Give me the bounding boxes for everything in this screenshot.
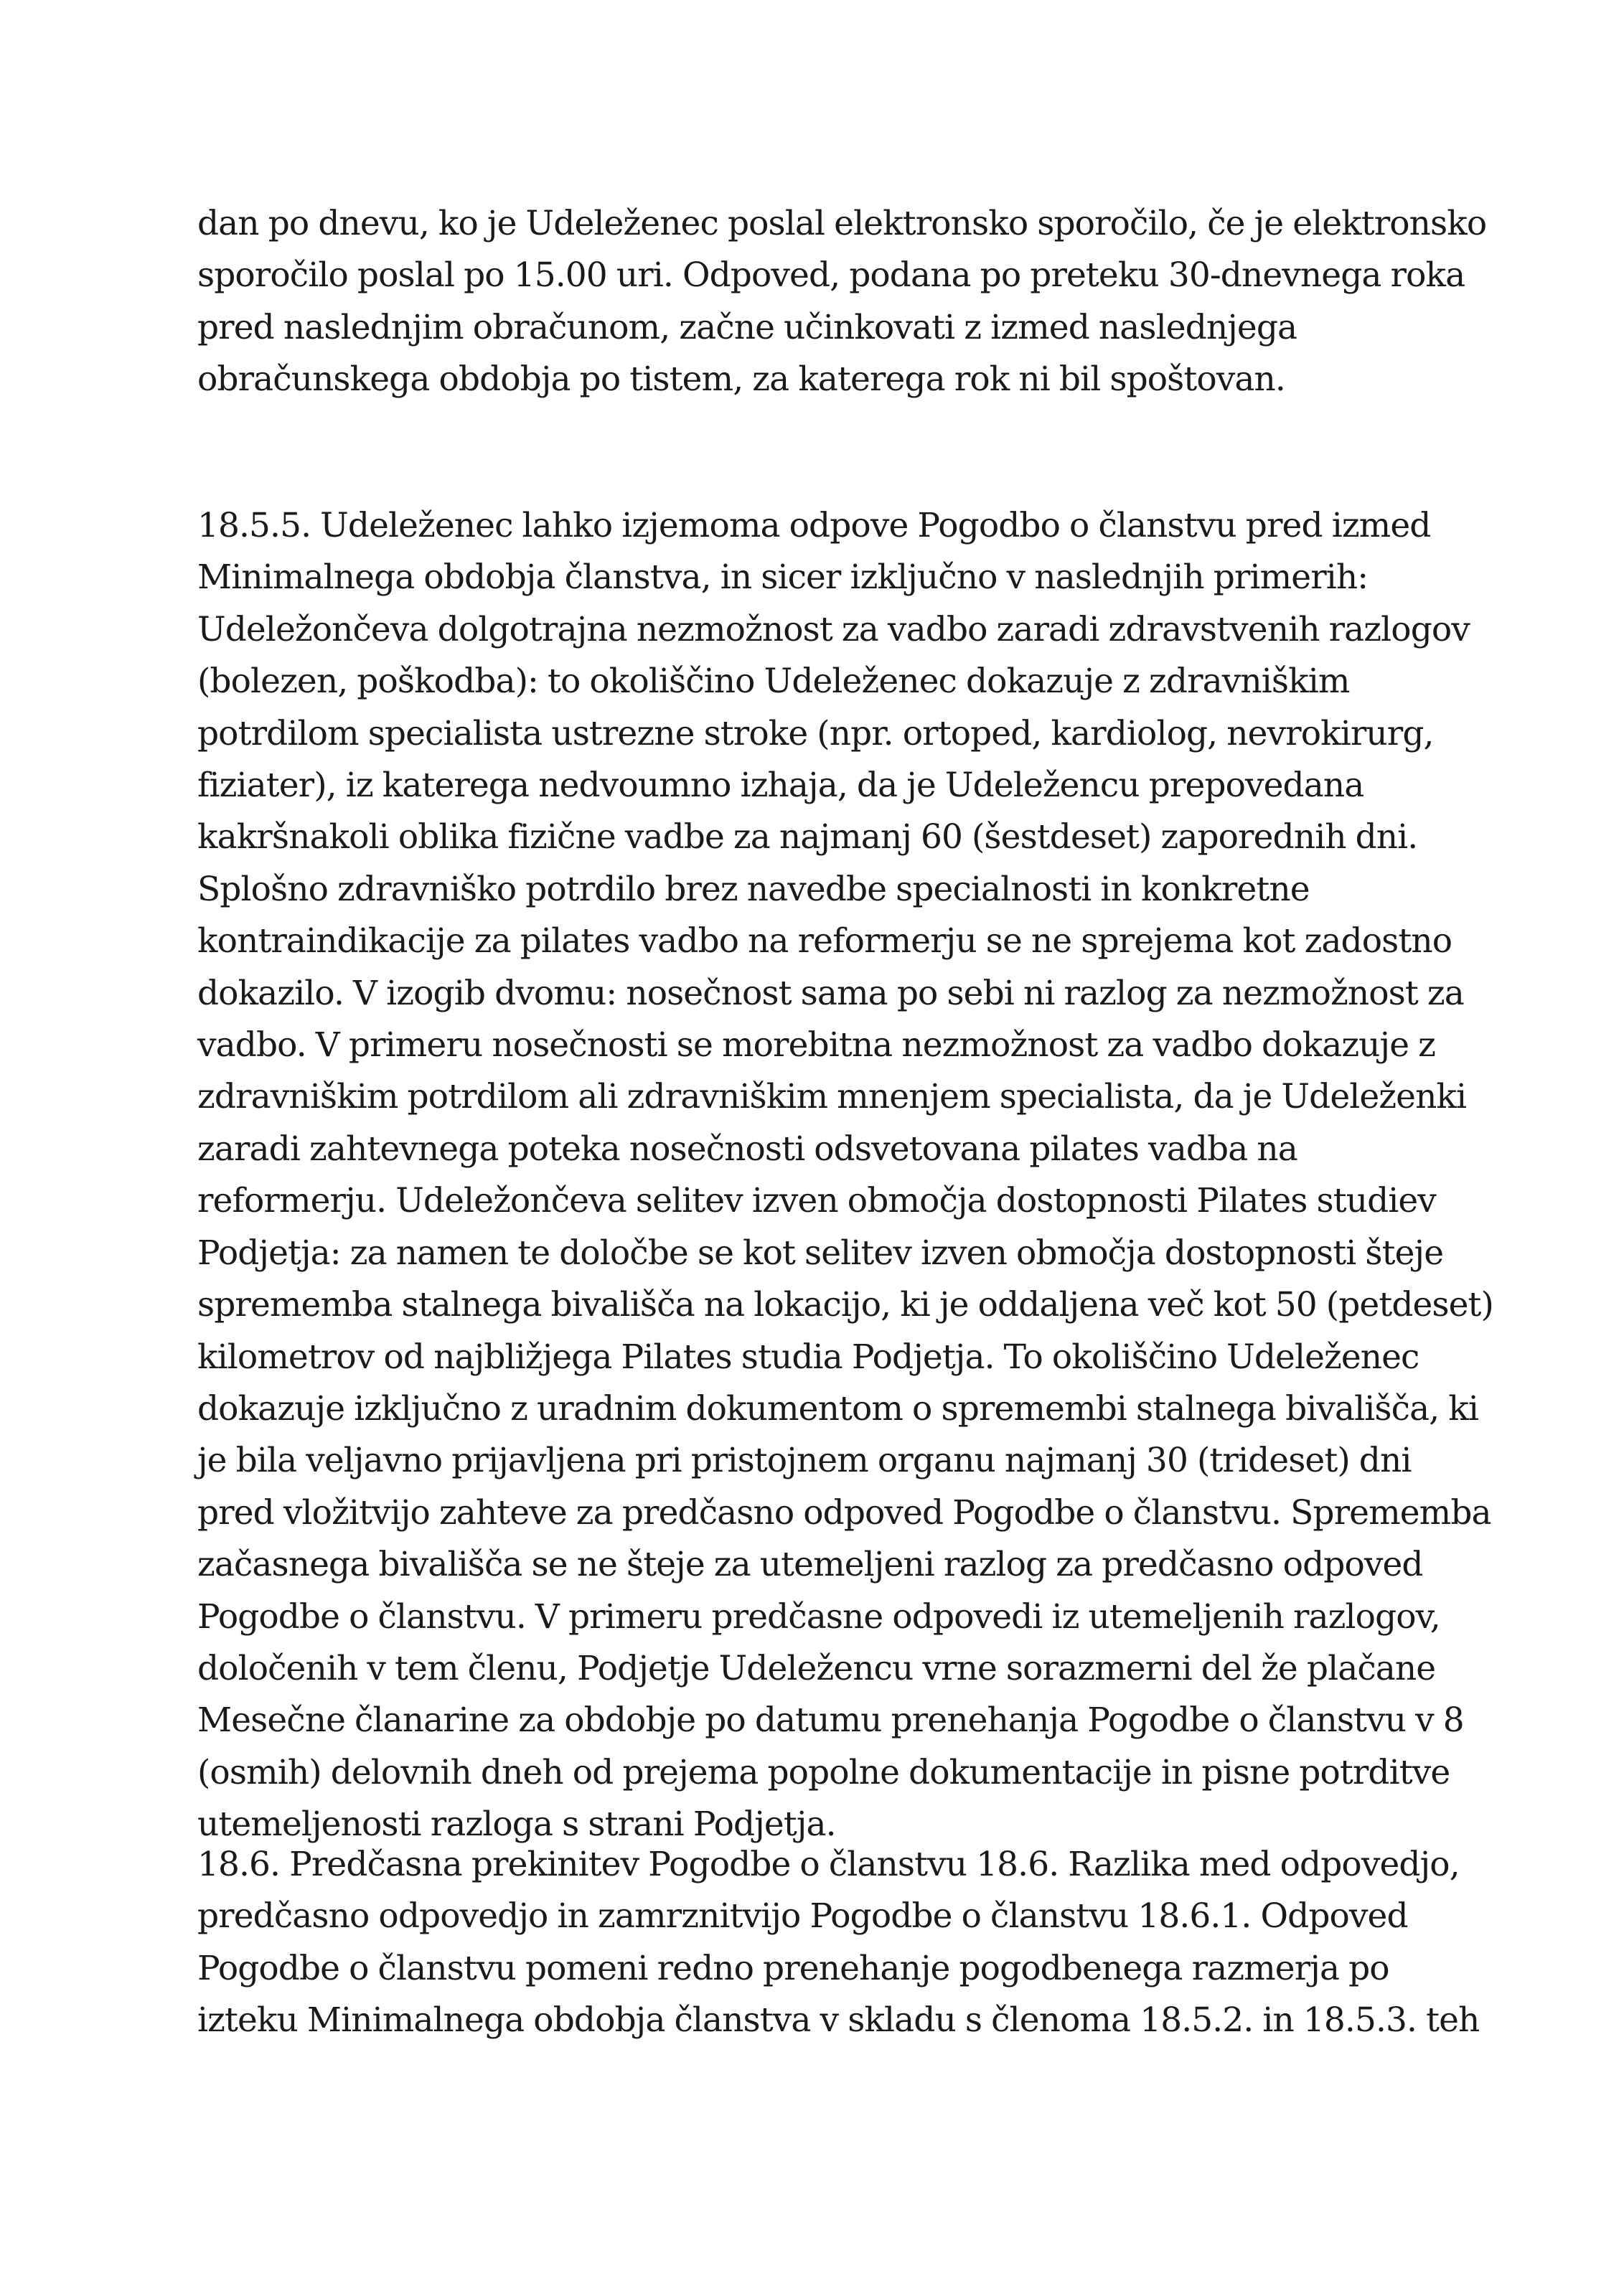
- text-line: sprememba stalnega bivališča na lokacijo, ki je oddaljena več kot 50 (petdeset): [197, 1285, 1493, 1325]
- text-line: vadbo. V primeru nosečnosti se morebitna nezmožnost za vadbo dokazuje z: [197, 1025, 1436, 1065]
- text-line: sporočilo poslal po 15.00 uri. Odpoved, podana po preteku 30-dnevnega roka: [197, 255, 1465, 296]
- text-line: pred vložitvijo zahteve za predčasno odpoved Pogodbe o članstvu. Sprememba: [197, 1492, 1491, 1533]
- text-line: Pogodbe o članstvu pomeni redno prenehanje pogodbenega razmerja po: [197, 1948, 1389, 1988]
- text-line: Minimalnega obdobja članstva, in sicer izključno v naslednjih primerih:: [197, 557, 1369, 598]
- text-line: začasnega bivališča se ne šteje za utemeljeni razlog za predčasno odpoved: [197, 1545, 1423, 1585]
- text-line: 18.6. Predčasna prekinitev Pogodbe o članstvu 18.6. Razlika med odpovedjo,: [197, 1845, 1460, 1884]
- text-line: Udeležončeva dolgotrajna nezmožnost za vadbo zaradi zdravstvenih razlogov: [197, 609, 1470, 649]
- text-line: kakršnakoli oblika fizične vadbe za najmanj 60 (šestdeset) zaporednih dni.: [197, 817, 1418, 857]
- text-line: kontraindikacije za pilates vadbo na reformerju se ne sprejema kot zadostno: [197, 921, 1452, 961]
- text-line: reformerju. Udeležončeva selitev izven območja dostopnosti Pilates studiev: [197, 1181, 1436, 1221]
- text-line: pred naslednjim obračunom, začne učinkovati z izmed naslednjega: [197, 307, 1297, 347]
- text-line: izteku Minimalnega obdobja članstva v skladu s členoma 18.5.2. in 18.5.3. teh: [197, 2000, 1480, 2041]
- text-line: (osmih) delovnih dneh od prejema popolne dokumentacije in pisne potrditve: [197, 1752, 1450, 1792]
- text-line: določenih v tem členu, Podjetje Udeležencu vrne sorazmerni del že plačane: [197, 1648, 1436, 1688]
- paragraph-section-18-6: [197, 1839, 1480, 2047]
- text-line: utemeljenosti razloga s strani Podjetja.: [197, 1805, 836, 1845]
- text-line: zaradi zahtevnega poteka nosečnosti odsvetovana pilates vadba na: [197, 1129, 1297, 1169]
- text-line: zdravniškim potrdilom ali zdravniškim mnenjem specialista, da je Udeleženki: [197, 1077, 1467, 1117]
- text-line: fiziater), iz katerega nedvoumno izhaja, da je Udeležencu prepovedana: [197, 766, 1364, 806]
- text-line: dokazuje izključno z uradnim dokumentom o spremembi stalnega bivališča, ki: [197, 1388, 1478, 1429]
- paragraph-section-18-5-5: [197, 500, 1493, 1851]
- text-line: predčasno odpovedjo in zamrznitvijo Pogodbe o članstvu 18.6.1. Odpoved: [197, 1896, 1408, 1937]
- text-line: potrdilom specialista ustrezne stroke (npr. ortoped, kardiolog, nevrokirurg,: [197, 713, 1434, 753]
- text-line: dan po dnevu, ko je Udeleženec poslal elektronsko sporočilo, če je elektronsko: [197, 204, 1487, 243]
- text-line: (bolezen, poškodba): to okoliščino Udeleženec dokazuje z zdravniškim: [197, 662, 1350, 702]
- text-line: Mesečne članarine za obdobje po datumu prenehanja Pogodbe o članstvu v 8: [197, 1700, 1464, 1741]
- text-line: Splošno zdravniško potrdilo brez navedbe specialnosti in konkretne: [197, 869, 1310, 909]
- text-line: kilometrov od najbližjega Pilates studia Podjetja. To okoliščino Udeleženec: [197, 1337, 1419, 1377]
- paragraph-notice-timing: [197, 198, 1487, 406]
- text-line: Podjetja: za namen te določbe se kot selitev izven območja dostopnosti šteje: [197, 1233, 1444, 1273]
- text-line: Pogodbe o članstvu. V primeru predčasne odpovedi iz utemeljenih razlogov,: [197, 1596, 1440, 1637]
- text-line: dokazilo. V izogib dvomu: nosečnost sama po sebi ni razlog za nezmožnost za: [197, 973, 1464, 1013]
- text-line: 18.5.5. Udeleženec lahko izjemoma odpove Pogodbo o članstvu pred izmed: [197, 506, 1431, 545]
- text-line: obračunskega obdobja po tistem, za katerega rok ni bil spoštovan.: [197, 359, 1285, 400]
- text-line: je bila veljavno prijavljena pri pristojnem organu najmanj 30 (trideset) dni: [197, 1441, 1412, 1481]
